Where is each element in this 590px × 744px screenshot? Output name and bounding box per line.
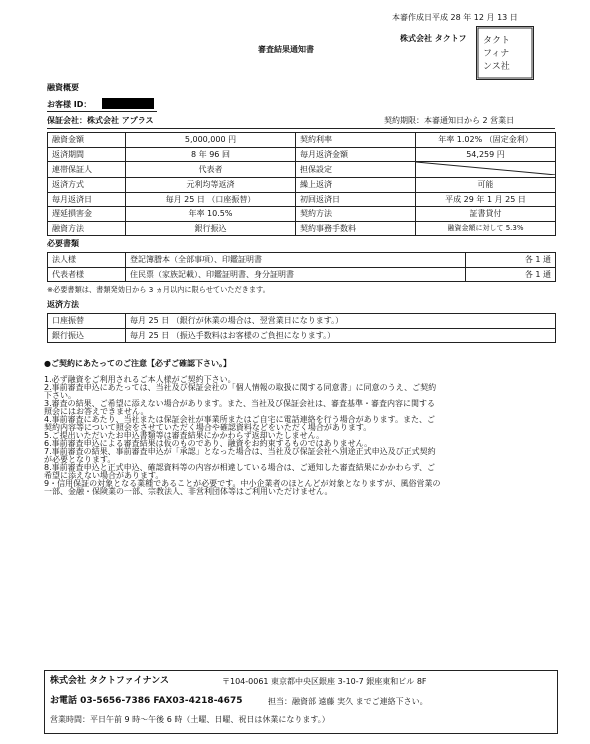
cell-value [416,162,556,178]
cell-label: 返済方式 [48,178,126,193]
cell-value: 可能 [416,178,556,193]
notice-item: 7.事前審査の結果、事前審査申込が「承認」となった場合は、当社及び保証会社へ別途正式申込及び正式契約 [44,447,436,456]
notice-item: 4.事前審査にあたり、当社または保証会社が事業所またはご自宅に電話連絡を行う場合があります。また、ご [44,415,435,424]
notice-item: 一部、金融・保険業の一部、宗教法人、非営利団体等はご利用いただけません。 [44,487,333,496]
cell-label: 返済期間 [48,147,126,162]
customer-id-redaction [102,98,154,109]
table-row [48,253,556,268]
table-row [48,221,556,236]
cell-value: 住民票（家族記載）、印鑑証明書、身分証明書 [126,267,466,282]
notice-item: 9・信用保証の対象となる業種であることが必要です。中小企業者のほとんどが対象となりますが、風俗営業の [44,479,441,488]
cell-value: 5,000,000 円 [126,133,296,148]
cell-value: 年率 1.02% （固定金利） [416,133,556,148]
cell-value: 証書貸付 [416,207,556,222]
guarantor-company: 保証会社：株式会社 アプラス [47,116,154,125]
cell-value: 毎月 25 日 （振込手数料はお客様のご負担になります。） [126,328,556,343]
notice-item: 3.審査の結果、ご希望に添えない場合があります。また、当社及び保証会社は、審査基準・審査内容に関する [44,399,435,408]
loan-details-table [47,132,556,236]
table-row [48,267,556,282]
notice-item: 契約内容等について照会をさせていただく場合や確認資料などをいただく場合があります。 [44,423,372,432]
footer-hours: 営業時間：平日午前 9 時〜午後 6 時（土曜、日曜、祝日は休業になります。） [50,715,330,724]
footer-address: 〒104-0061 東京都中央区銀座 3-10-7 銀座東和ビル 8F [222,677,427,686]
customer-id-label: お客様 ID： [47,100,92,109]
repayment-method-table [47,313,556,343]
notice-item: 1.必ず融資をご利用されるご本人様がご契約下さい。 [44,375,236,384]
issuer-company: 株式会社 タクトフ [400,34,467,43]
company-seal [476,26,534,80]
table-row [48,314,556,329]
svg-text:ンス社: ンス社 [483,62,510,72]
notice-item: 照会にはお答えできません。 [44,407,149,416]
cell-label: 繰上返済 [296,178,416,193]
cell-count: 各 1 通 [466,267,556,282]
cell-value: 54,259 円 [416,147,556,162]
cell-label: 銀行振込 [48,328,126,343]
cell-label: 連帯保証人 [48,162,126,178]
document-title: 審査結果通知書 [258,45,314,54]
cell-label: 口座振替 [48,314,126,329]
cell-label: 契約事務手数料 [296,221,416,236]
cell-label: 契約利率 [296,133,416,148]
table-row [48,133,556,148]
cell-value: 元利均等返済 [126,178,296,193]
cell-label: 契約方法 [296,207,416,222]
cell-value: 年率 10.5% [126,207,296,222]
footer-contact: 担当：融資部 遠藤 実久 までご連絡下さい。 [268,697,428,706]
notice-heading: ●ご契約にあたってのご注意【必ずご確認下さい。】 [44,359,231,368]
cell-value: 平成 29 年 1 月 25 日 [416,192,556,207]
cell-label: 担保設定 [296,162,416,178]
svg-text:フィナ: フィナ [483,49,510,59]
cell-value: 融資金額に対して 5.3% [416,221,556,236]
notice-item: 6.事前審査申込による審査結果は仮のものであり、融資をお約束するものではありません。 [44,439,373,448]
cell-label: 遅延損害金 [48,207,126,222]
svg-text:タクト: タクト [483,36,511,46]
section-loan-summary: 融資概要 [47,83,79,92]
documents-note: ※必要書類は、書類発効日から 3 ヵ月以内に限らせていただきます。 [47,285,270,294]
cell-value: 銀行振込 [126,221,296,236]
cell-label: 毎月返済日 [48,192,126,207]
cell-value: 8 年 96 回 [126,147,296,162]
footer-company: 株式会社 タクトファイナンス [50,676,169,686]
empty-cell-strike [416,162,556,175]
notice-item: 下さい。 [44,391,76,400]
cell-count: 各 1 通 [466,253,556,268]
table-row [48,178,556,193]
cell-label: 代表者様 [48,267,126,282]
notice-item: 8.事前審査申込と正式申込、確認資料等の内容が相違している場合は、ご通知した審査結果にかかわらず、ご [44,463,435,472]
cell-label: 融資方法 [48,221,126,236]
notice-list [44,376,558,496]
cell-value: 毎月 25 日 （銀行が休業の場合は、翌営業日になります。） [126,314,556,329]
contract-validity: 契約期限：本審通知日から 2 営業日 [384,116,515,125]
cell-value: 登記簿謄本（全部事項）、印鑑証明書 [126,253,466,268]
required-documents-table [47,252,556,282]
notice-item: 2.事前審査申込にあたっては、当社及び保証会社の「個人情報の取扱に関する同意書」に同意のうえ、ご契約 [44,383,437,392]
cell-label: 融資金額 [48,133,126,148]
section-repayment-method: 返済方法 [47,300,79,309]
cell-label: 法人様 [48,253,126,268]
notice-item: 希望に添えない場合があります。 [44,471,164,480]
cell-label: 初回返済日 [296,192,416,207]
table-row [48,192,556,207]
table-row [48,147,556,162]
footer-phone: お電話 03-5656-7386 FAX03-4218-4675 [50,696,243,706]
seal-icon [477,27,533,79]
cell-label: 毎月返済金額 [296,147,416,162]
cell-value: 代表者 [126,162,296,178]
table-row [48,162,556,178]
notice-item: 5.ご提出いただいたお申込書類等は審査結果にかかわらず返却いたしません。 [44,431,325,440]
table-row [48,328,556,343]
table-row [48,207,556,222]
notice-item: が必要となります。 [44,455,116,464]
issue-date: 本審作成日平成 28 年 12 月 13 日 [392,13,518,22]
section-required-documents: 必要書類 [47,239,79,248]
cell-value: 毎月 25 日 （口座振替） [126,192,296,207]
